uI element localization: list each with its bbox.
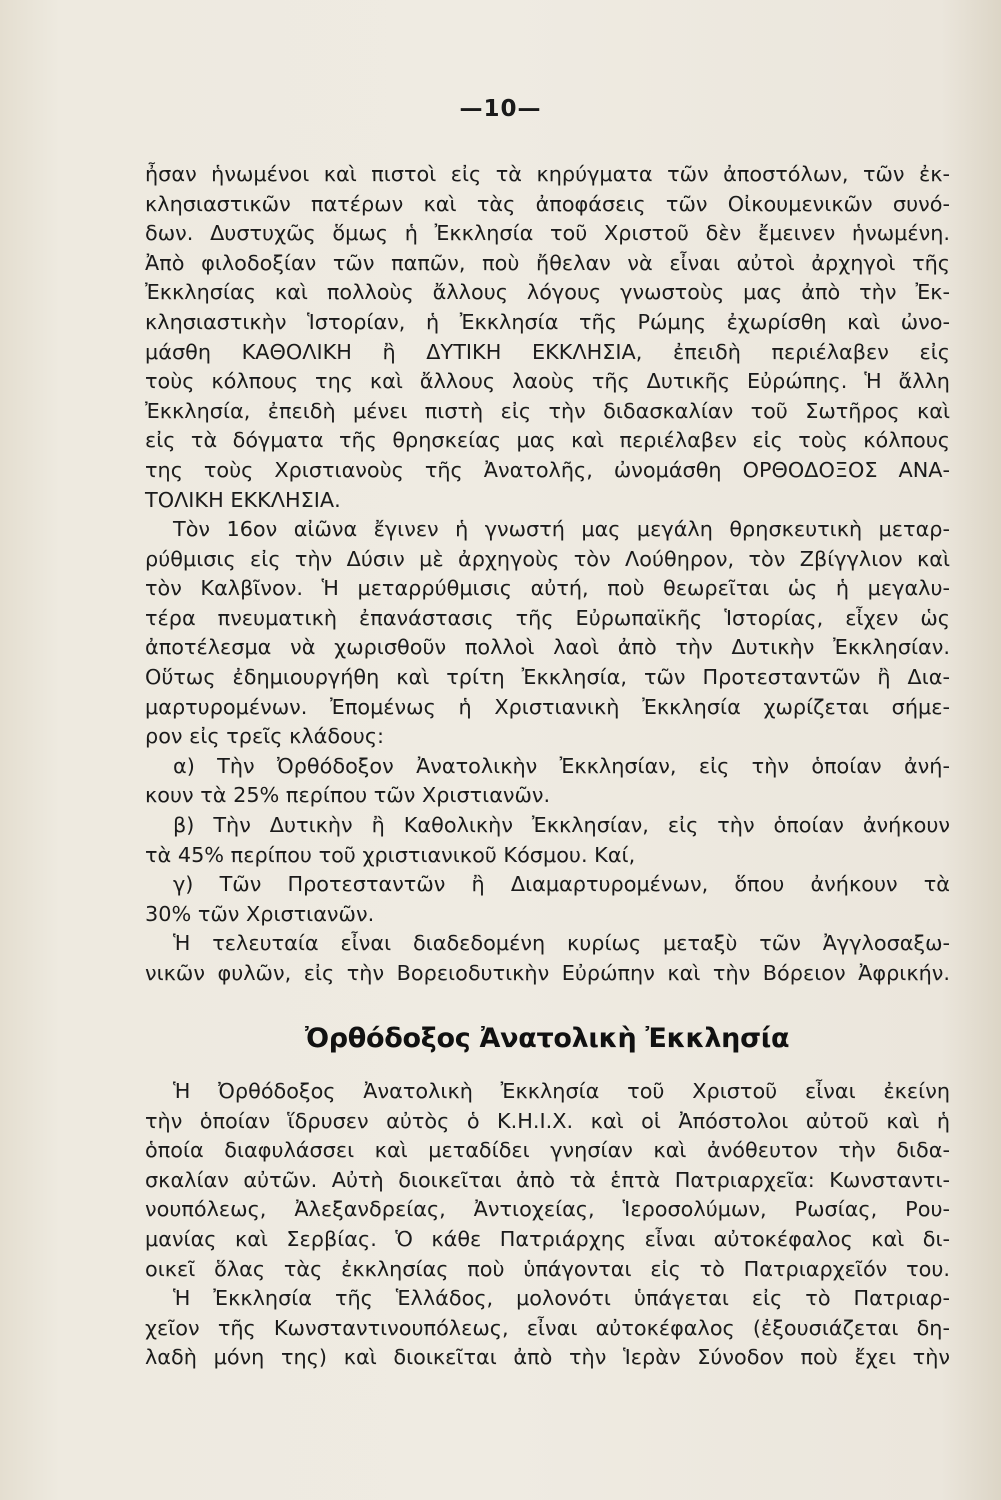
text-line: Οὕτως ἐδημιουργήθη καὶ τρίτη Ἐκκλησία, τῶν Προτεσταντῶν ἢ Δια- bbox=[145, 664, 950, 689]
list-item-b: β) Τὴν Δυτικὴν ἢ Καθολικὴν Ἐκκλησίαν, εἰς τὴν ὁποίαν ἀνήκουν bbox=[173, 812, 950, 837]
list-item-a: α) Τὴν Ὀρθόδοξον Ἀνατολικὴν Ἐκκλησίαν, εἰς τὴν ὁποίαν ἀνή- bbox=[173, 753, 950, 778]
text-line: τὰ 45% περίπου τοῦ χριστιανικοῦ Κόσμου. Καί, bbox=[145, 842, 636, 867]
section-heading: Ὀρθόδοξος Ἀνατολικὴ Ἐκκλησία bbox=[305, 1023, 790, 1054]
text-line: Ἡ Ὀρθόδοξος Ἀνατολικὴ Ἐκκλησία τοῦ Χριστοῦ εἶναι ἐκείνη bbox=[173, 1079, 950, 1103]
text-line: σκαλίαν αὐτῶν. Αὐτὴ διοικεῖται ἀπὸ τὰ ἑπτὰ Πατριαρχεῖα: Κωνσταντι- bbox=[145, 1167, 950, 1192]
text-line: της τοὺς Χριστιανοὺς τῆς Ἀνατολῆς, ὠνομάσθη ΟΡΘΟΔΟΞΟΣ ΑΝΑ- bbox=[145, 457, 950, 482]
text-line: μάσθη ΚΑΘΟΛΙΚΗ ἢ ΔΥΤΙΚΗ ΕΚΚΛΗΣΙΑ, ἐπειδὴ περιέλαβεν εἰς bbox=[145, 339, 950, 364]
text-line: τὴν ὁποίαν ἵδρυσεν αὐτὸς ὁ Κ.Η.Ι.Χ. καὶ οἱ Ἀπόστολοι αὐτοῦ καὶ ἡ bbox=[145, 1108, 950, 1133]
text-line: τέρα πνευματικὴ ἐπανάστασις τῆς Εὐρωπαϊκῆς Ἱστορίας, εἶχεν ὡς bbox=[145, 605, 950, 630]
text-line: ρύθμισις εἰς τὴν Δύσιν μὲ ἀρχηγοὺς τὸν Λούθηρον, τὸν Ζβίγγλιον καὶ bbox=[145, 546, 950, 571]
text-line: ΤΟΛΙΚΗ ΕΚΚΛΗΣΙΑ. bbox=[145, 487, 341, 512]
text-line: εἰς τὰ δόγματα τῆς θρησκείας μας καὶ περιέλαβεν εἰς τοὺς κόλπους bbox=[145, 428, 950, 453]
text-line: κουν τὰ 25% περίπου τῶν Χριστιανῶν. bbox=[145, 783, 551, 808]
text-line: Ἡ τελευταία εἶναι διαδεδομένη κυρίως μεταξὺ τῶν Ἀγγλοσαξω- bbox=[173, 931, 950, 956]
text-line: Ἐκκλησίας καὶ πολλοὺς ἄλλους λόγους γνωστοὺς μας ἀπὸ τὴν Ἐκ- bbox=[145, 280, 950, 305]
text-line: δων. Δυστυχῶς ὅμως ἡ Ἐκκλησία τοῦ Χριστοῦ δὲν ἔμεινεν ἡνωμένη. bbox=[145, 221, 950, 246]
text-line: χεῖον τῆς Κωνσταντινουπόλεως, εἶναι αὐτοκέφαλος (ἐξουσιάζεται δη- bbox=[145, 1315, 950, 1340]
text-line: τὸν Καλβῖνον. Ἡ μεταρρύθμισις αὐτή, ποὺ θεωρεῖται ὡς ἡ μεγαλυ- bbox=[145, 576, 950, 601]
text-line: κλησιαστικὴν Ἱστορίαν, ἡ Ἐκκλησία τῆς Ρώμης ἐχωρίσθη καὶ ὠνο- bbox=[145, 309, 950, 334]
text-line: μανίας καὶ Σερβίας. Ὁ κάθε Πατριάρχης εἶναι αὐτοκέφαλος καὶ δι- bbox=[145, 1226, 950, 1251]
paragraph-orthodox-church bbox=[145, 1077, 950, 1373]
text-line: Ἐκκλησία, ἐπειδὴ μένει πιστὴ εἰς τὴν διδασκαλίαν τοῦ Σωτῆρος καὶ bbox=[145, 398, 950, 423]
text-line: Τὸν 16ον αἰῶνα ἔγινεν ἡ γνωστή μας μεγάλη θρησκευτικὴ μεταρ- bbox=[173, 517, 950, 541]
text-line: νουπόλεως, Ἀλεξανδρείας, Ἀντιοχείας, Ἱεροσολύμων, Ρωσίας, Ρου- bbox=[145, 1197, 950, 1222]
text-line: οικεῖ ὅλας τὰς ἐκκλησίας ποὺ ὑπάγονται εἰς τὸ Πατριαρχεῖόν του. bbox=[145, 1256, 950, 1281]
list-item-c: γ) Τῶν Προτεσταντῶν ἢ Διαμαρτυρομένων, ὅπου ἀνήκουν τὰ bbox=[173, 872, 950, 897]
text-line: Ἡ Ἐκκλησία τῆς Ἑλλάδος, μολονότι ὑπάγεται εἰς τὸ Πατριαρ- bbox=[173, 1286, 950, 1311]
text-line: λαδὴ μόνη της) καὶ διοικεῖται ἀπὸ τὴν Ἱερὰν Σύνοδον ποὺ ἔχει τὴν bbox=[145, 1345, 950, 1370]
text-line: ἀποτέλεσμα νὰ χωρισθοῦν πολλοὶ λαοὶ ἀπὸ τὴν Δυτικὴν Ἐκκλησίαν. bbox=[145, 635, 950, 660]
paragraph-reformation bbox=[145, 515, 950, 989]
text-line: ὁποία διαφυλάσσει καὶ μεταδίδει γνησίαν καὶ ἀνόθευτον τὴν διδα- bbox=[145, 1138, 950, 1163]
text-line: Ἀπὸ φιλοδοξίαν τῶν παπῶν, ποὺ ἤθελαν νὰ εἶναι αὐτοὶ ἀρχηγοὶ τῆς bbox=[145, 250, 950, 275]
page-number: —10— bbox=[459, 96, 542, 122]
paragraph-schism bbox=[145, 160, 950, 515]
text-line: ρον εἰς τρεῖς κλάδους: bbox=[145, 724, 385, 749]
text-line: ἦσαν ἡνωμένοι καὶ πιστοὶ εἰς τὰ κηρύγματα τῶν ἀποστόλων, τῶν ἐκ- bbox=[145, 162, 950, 186]
text-line: τοὺς κόλπους της καὶ ἄλλους λαοὺς τῆς Δυτικῆς Εὐρώπης. Ἡ ἄλλη bbox=[145, 369, 950, 394]
text-line: νικῶν φυλῶν, εἰς τὴν Βορειοδυτικὴν Εὐρώπην καὶ τὴν Βόρειον Ἀφρικήν. bbox=[145, 960, 950, 985]
text-line: μαρτυρομένων. Ἐπομένως ἡ Χριστιανικὴ Ἐκκλησία χωρίζεται σήμε- bbox=[145, 694, 950, 719]
text-line: 30% τῶν Χριστιανῶν. bbox=[145, 901, 375, 926]
text-line: κλησιαστικῶν πατέρων καὶ τὰς ἀποφάσεις τῶν Οἰκουμενικῶν συνό- bbox=[145, 191, 950, 216]
